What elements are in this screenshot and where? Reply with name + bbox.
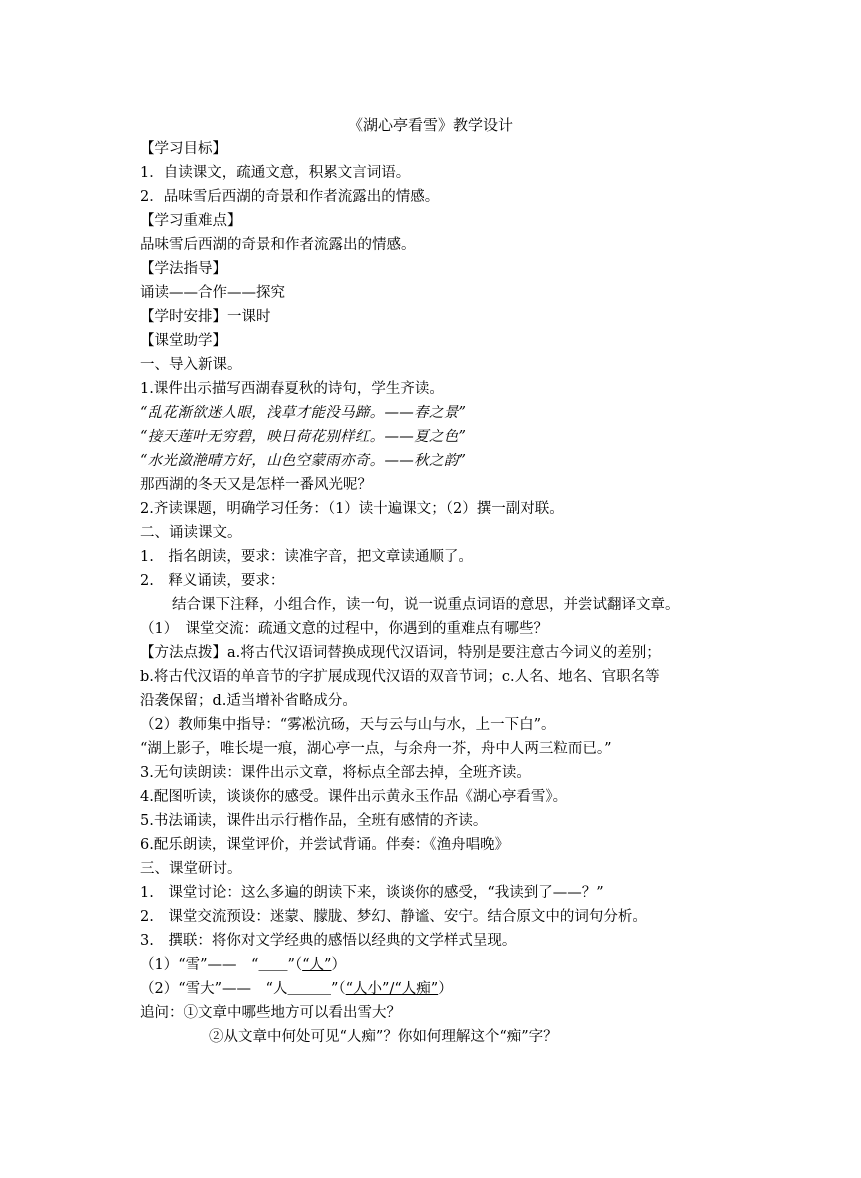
text-line: 4.配图听读，谈谈你的感受。课件出示黄永玉作品《湖心亭看雪》。: [140, 789, 568, 805]
section-heading: 【学法指导】: [140, 261, 227, 277]
fill-blank: ＿＿: [258, 957, 288, 973]
text-line: 结合课下注释，小组合作，读一句，说一说重点词语的意思，并尝试翻译文章。: [172, 597, 680, 613]
poem-line: “乱花渐欲迷人眼，浅草才能没马蹄。——春之景”: [140, 405, 467, 421]
section-heading: 【学习目标】: [140, 141, 227, 157]
couplet-fill-line-2: [140, 977, 730, 1001]
fill-suffix: ）: [331, 957, 346, 973]
fill-mid: ”（: [287, 957, 303, 973]
couplet-fill-line-1: [140, 953, 730, 977]
text-line: 2. 课堂交流预设：迷蒙、朦胧、梦幻、静谧、安宁。结合原文中的词句分析。: [140, 909, 647, 925]
text-line: 诵读——合作——探究: [140, 285, 285, 301]
text-line: 【方法点拨】a.将古代汉语词替换成现代汉语词，特别是要注意古今词义的差别；: [140, 645, 661, 661]
text-line: （2）教师集中指导：“雾凇沆砀，天与云与山与水，上一下白”。: [140, 717, 556, 733]
text-line: 3.无句读朗读：课件出示文章，将标点全部去掉，全班齐读。: [140, 765, 531, 781]
text-line: 三、课堂研讨。: [140, 861, 242, 877]
document-title: 《湖心亭看雪》教学设计: [347, 116, 513, 134]
section-heading: 【学习重难点】: [140, 213, 242, 229]
text-line: 沿袭保留；d.适当增补省略成分。: [140, 693, 357, 709]
fill-prefix: （1）“雪”—— “: [140, 957, 259, 973]
text-line: b.将古代汉语的单音节的字扩展成现代汉语的双音节词；c.人名、地名、官职名等: [140, 669, 660, 685]
text-line: 2.齐读课题，明确学习任务：（1）读十遍课文；（2）撰一副对联。: [140, 501, 564, 517]
follow-up-question-1: 追问：①文章中哪些地方可以看出雪大？: [140, 1005, 401, 1021]
poem-line: “接天莲叶无穷碧，映日荷花别样红。——夏之色”: [140, 429, 467, 445]
section-heading: 【课堂助学】: [140, 333, 227, 349]
text-line: 二、诵读课文。: [140, 525, 242, 541]
text-line: 1. 指名朗读，要求：读准字音，把文章读通顺了。: [140, 549, 473, 565]
text-line: 一、导入新课。: [140, 357, 242, 373]
text-line: 2．品味雪后西湖的奇景和作者流露出的情感。: [140, 189, 440, 205]
text-line: 5.书法诵读，课件出示行楷作品，全班有感情的齐读。: [140, 813, 488, 829]
text-line: 1．自读课文，疏通文意，积累文言词语。: [140, 165, 411, 181]
fill-suffix: ）: [438, 981, 453, 997]
text-line: 3. 撰联：将你对文学经典的感悟以经典的文学样式呈现。: [140, 933, 517, 949]
follow-up-question-2: ②从文章中何处可见“人痴”？你如何理解这个“痴”字？: [209, 1029, 558, 1045]
text-line: 2. 释义诵读，要求：: [140, 573, 285, 589]
text-line: 1. 课堂讨论：这么多遍的朗读下来，谈谈你的感受，“我读到了——？”: [140, 885, 604, 901]
fill-answer: “人小”/“人痴”: [345, 981, 439, 997]
fill-mid: ”（: [330, 981, 346, 997]
text-line: 1.课件出示描写西湖春夏秋的诗句，学生齐读。: [140, 381, 444, 397]
text-line: 那西湖的冬天又是怎样一番风光呢？: [140, 477, 372, 493]
poem-line: “水光潋滟晴方好，山色空蒙雨亦奇。——秋之韵”: [140, 453, 467, 469]
text-line: 6.配乐朗读，课堂评价，并尝试背诵。伴奏：《渔舟唱晚》: [140, 837, 510, 853]
fill-answer: “人”: [302, 957, 332, 973]
document-body: [140, 137, 730, 1049]
fill-prefix: （2）“雪大”—— “人: [140, 981, 288, 997]
fill-blank: ＿＿＿: [287, 981, 331, 997]
text-line: “湖上影子，唯长堤一痕，湖心亭一点，与余舟一芥，舟中人两三粒而已。”: [140, 741, 612, 757]
section-heading: 【学时安排】一课时: [140, 309, 271, 325]
text-line: （1） 课堂交流：疏通文意的过程中，你遇到的重难点有哪些？: [140, 621, 548, 637]
text-line: 品味雪后西湖的奇景和作者流露出的情感。: [140, 237, 416, 253]
